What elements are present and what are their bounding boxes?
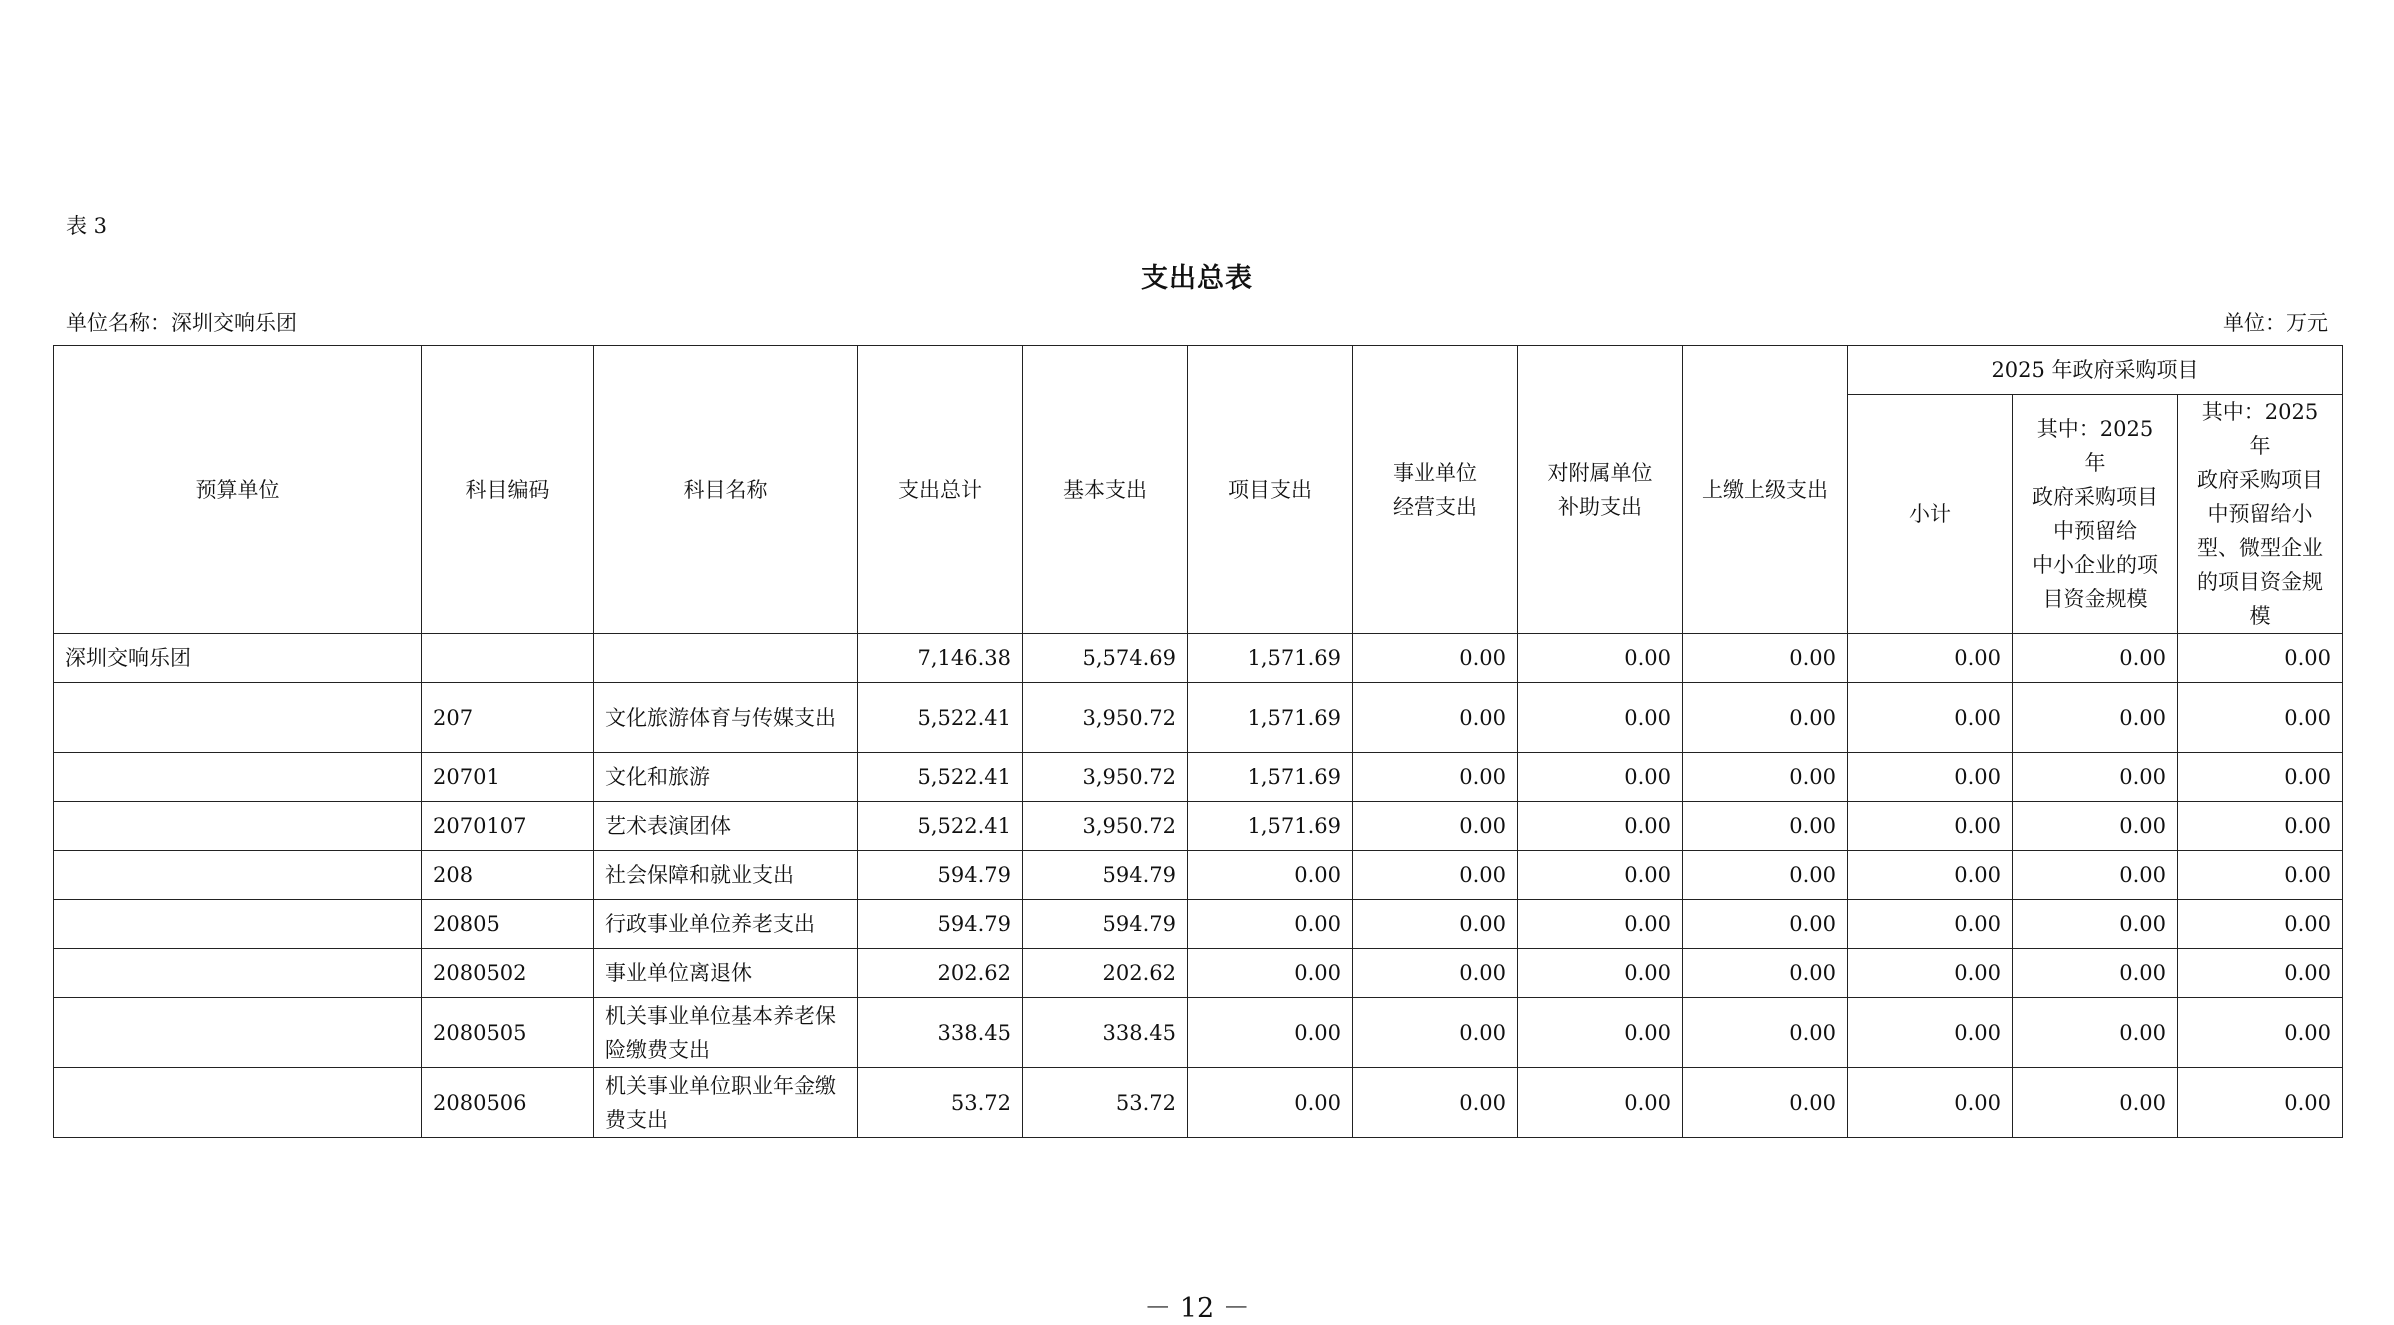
total-cell: 5,522.41 (858, 802, 1023, 851)
budget-unit-cell (54, 683, 422, 753)
project-cell: 0.00 (1188, 1068, 1353, 1138)
superior-cell: 0.00 (1683, 634, 1848, 683)
subtotal-cell: 0.00 (1848, 634, 2013, 683)
subject-name-cell: 文化和旅游 (594, 753, 858, 802)
page-number: － 12 － (1144, 1293, 1250, 1324)
budget-unit-cell: 深圳交响乐团 (54, 634, 422, 683)
subtotal-cell: 0.00 (1848, 753, 2013, 802)
business-cell: 0.00 (1353, 851, 1518, 900)
basic-cell: 3,950.72 (1023, 753, 1188, 802)
total-cell: 7,146.38 (858, 634, 1023, 683)
small-micro-cell: 0.00 (2178, 634, 2343, 683)
subject-code-cell: 208 (422, 851, 594, 900)
header-basic: 基本支出 (1023, 346, 1188, 634)
header-business: 事业单位 经营支出 (1353, 346, 1518, 634)
subsidy-cell: 0.00 (1518, 900, 1683, 949)
budget-unit-cell (54, 1068, 422, 1138)
project-cell: 0.00 (1188, 851, 1353, 900)
subject-name-cell: 机关事业单位基本养老保险缴费支出 (594, 998, 858, 1068)
small-micro-cell: 0.00 (2178, 949, 2343, 998)
business-cell: 0.00 (1353, 998, 1518, 1068)
expenditure-table (53, 345, 2343, 1138)
table-row (54, 634, 2343, 683)
budget-unit-cell (54, 802, 422, 851)
subject-name-cell: 事业单位离退休 (594, 949, 858, 998)
table-row (54, 683, 2343, 753)
budget-unit-cell (54, 998, 422, 1068)
header-budget-unit: 预算单位 (54, 346, 422, 634)
subtotal-cell: 0.00 (1848, 802, 2013, 851)
table-number: 表 3 (66, 214, 108, 238)
subject-name-cell (594, 634, 858, 683)
subsidy-cell: 0.00 (1518, 998, 1683, 1068)
sme-cell: 0.00 (2013, 683, 2178, 753)
sme-cell: 0.00 (2013, 634, 2178, 683)
subject-code-cell (422, 634, 594, 683)
header-project: 项目支出 (1188, 346, 1353, 634)
basic-cell: 5,574.69 (1023, 634, 1188, 683)
subject-name-cell: 艺术表演团体 (594, 802, 858, 851)
small-micro-cell: 0.00 (2178, 1068, 2343, 1138)
subject-code-cell: 2080502 (422, 949, 594, 998)
header-subtotal: 小计 (1848, 395, 2013, 634)
subtotal-cell: 0.00 (1848, 683, 2013, 753)
project-cell: 0.00 (1188, 998, 1353, 1068)
small-micro-cell: 0.00 (2178, 683, 2343, 753)
subject-code-cell: 2080505 (422, 998, 594, 1068)
subject-code-cell: 207 (422, 683, 594, 753)
header-total: 支出总计 (858, 346, 1023, 634)
table-row (54, 949, 2343, 998)
superior-cell: 0.00 (1683, 851, 1848, 900)
superior-cell: 0.00 (1683, 753, 1848, 802)
subsidy-cell: 0.00 (1518, 753, 1683, 802)
basic-cell: 3,950.72 (1023, 683, 1188, 753)
business-cell: 0.00 (1353, 683, 1518, 753)
sme-cell: 0.00 (2013, 1068, 2178, 1138)
basic-cell: 594.79 (1023, 900, 1188, 949)
table-row (54, 1068, 2343, 1138)
superior-cell: 0.00 (1683, 998, 1848, 1068)
header-superior: 上缴上级支出 (1683, 346, 1848, 634)
sme-cell: 0.00 (2013, 900, 2178, 949)
budget-unit-cell (54, 851, 422, 900)
superior-cell: 0.00 (1683, 683, 1848, 753)
subject-name-cell: 行政事业单位养老支出 (594, 900, 858, 949)
subsidy-cell: 0.00 (1518, 634, 1683, 683)
subject-name-cell: 机关事业单位职业年金缴费支出 (594, 1068, 858, 1138)
total-cell: 202.62 (858, 949, 1023, 998)
sme-cell: 0.00 (2013, 949, 2178, 998)
business-cell: 0.00 (1353, 900, 1518, 949)
small-micro-cell: 0.00 (2178, 851, 2343, 900)
subtotal-cell: 0.00 (1848, 949, 2013, 998)
basic-cell: 202.62 (1023, 949, 1188, 998)
budget-unit-cell (54, 900, 422, 949)
total-cell: 594.79 (858, 851, 1023, 900)
small-micro-cell: 0.00 (2178, 802, 2343, 851)
business-cell: 0.00 (1353, 753, 1518, 802)
project-cell: 0.00 (1188, 949, 1353, 998)
budget-unit-cell (54, 753, 422, 802)
table-row (54, 900, 2343, 949)
table-row (54, 802, 2343, 851)
subject-code-cell: 20805 (422, 900, 594, 949)
superior-cell: 0.00 (1683, 949, 1848, 998)
superior-cell: 0.00 (1683, 1068, 1848, 1138)
subtotal-cell: 0.00 (1848, 998, 2013, 1068)
total-cell: 338.45 (858, 998, 1023, 1068)
table-row (54, 998, 2343, 1068)
superior-cell: 0.00 (1683, 900, 1848, 949)
subsidy-cell: 0.00 (1518, 683, 1683, 753)
subsidy-cell: 0.00 (1518, 802, 1683, 851)
total-cell: 594.79 (858, 900, 1023, 949)
document-title: 支出总表 (1141, 263, 1253, 294)
header-subsidy: 对附属单位 补助支出 (1518, 346, 1683, 634)
total-cell: 5,522.41 (858, 683, 1023, 753)
project-cell: 1,571.69 (1188, 634, 1353, 683)
project-cell: 1,571.69 (1188, 683, 1353, 753)
unit-label: 单位：万元 (2223, 311, 2328, 335)
business-cell: 0.00 (1353, 802, 1518, 851)
small-micro-cell: 0.00 (2178, 753, 2343, 802)
business-cell: 0.00 (1353, 634, 1518, 683)
small-micro-cell: 0.00 (2178, 998, 2343, 1068)
basic-cell: 53.72 (1023, 1068, 1188, 1138)
subject-code-cell: 2080506 (422, 1068, 594, 1138)
header-sme: 其中：2025 年 政府采购项目 中预留给 中小企业的项 目资金规模 (2013, 395, 2178, 634)
project-cell: 0.00 (1188, 900, 1353, 949)
business-cell: 0.00 (1353, 949, 1518, 998)
header-subject-name: 科目名称 (594, 346, 858, 634)
subject-name-cell: 文化旅游体育与传媒支出 (594, 683, 858, 753)
total-cell: 5,522.41 (858, 753, 1023, 802)
subject-code-cell: 2070107 (422, 802, 594, 851)
project-cell: 1,571.69 (1188, 802, 1353, 851)
sme-cell: 0.00 (2013, 802, 2178, 851)
subject-name-cell: 社会保障和就业支出 (594, 851, 858, 900)
subsidy-cell: 0.00 (1518, 851, 1683, 900)
small-micro-cell: 0.00 (2178, 900, 2343, 949)
table-row (54, 851, 2343, 900)
basic-cell: 594.79 (1023, 851, 1188, 900)
subtotal-cell: 0.00 (1848, 900, 2013, 949)
sme-cell: 0.00 (2013, 998, 2178, 1068)
basic-cell: 3,950.72 (1023, 802, 1188, 851)
subtotal-cell: 0.00 (1848, 851, 2013, 900)
table-row (54, 753, 2343, 802)
subtotal-cell: 0.00 (1848, 1068, 2013, 1138)
sme-cell: 0.00 (2013, 851, 2178, 900)
total-cell: 53.72 (858, 1068, 1023, 1138)
budget-unit-cell (54, 949, 422, 998)
basic-cell: 338.45 (1023, 998, 1188, 1068)
subject-code-cell: 20701 (422, 753, 594, 802)
superior-cell: 0.00 (1683, 802, 1848, 851)
subsidy-cell: 0.00 (1518, 949, 1683, 998)
business-cell: 0.00 (1353, 1068, 1518, 1138)
header-procurement-group: 2025 年政府采购项目 (1848, 346, 2343, 395)
subsidy-cell: 0.00 (1518, 1068, 1683, 1138)
header-subject-code: 科目编码 (422, 346, 594, 634)
unit-name: 单位名称：深圳交响乐团 (66, 311, 297, 335)
header-small-micro: 其中：2025 年 政府采购项目 中预留给小 型、微型企业 的项目资金规 模 (2178, 395, 2343, 634)
sme-cell: 0.00 (2013, 753, 2178, 802)
project-cell: 1,571.69 (1188, 753, 1353, 802)
